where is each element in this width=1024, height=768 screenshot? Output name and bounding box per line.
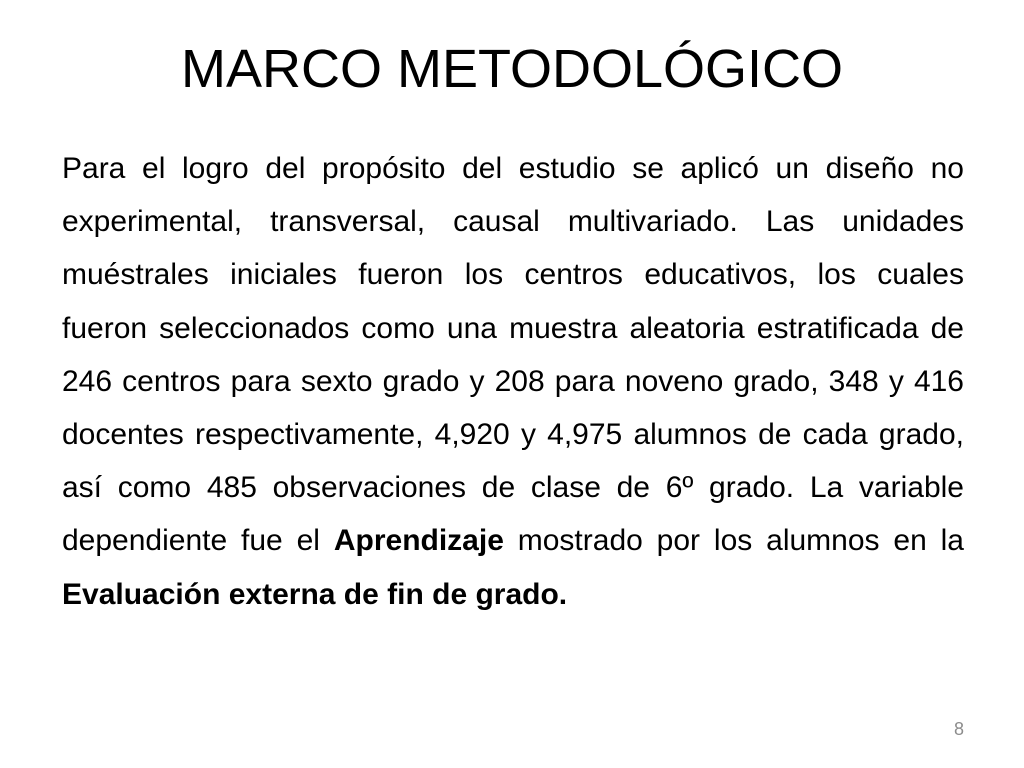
body-paragraph	[62, 142, 964, 621]
body-bold-evaluacion: Evaluación externa de fin de grado.	[62, 577, 568, 611]
page-number: 8	[953, 719, 964, 739]
slide-title: MARCO METODOLÓGICO	[180, 39, 844, 99]
body-text-part-1: Para el logro del propósito del estudio se aplicó un diseño no experimental, transversal, causal multivariado. Las unidades muéstrales iniciales fueron los centros educativos, los cuales fueron seleccionados como una muestra aleatoria estratificada de 246 centros para sexto grado y 208 para noveno grado, 348 y 416 docentes respectivamente, 4,920 y 4,975 alumnos de cada grado, así como 485 observaciones de clase de 6º grado. La variable dependiente fue el	[62, 152, 964, 558]
body-text-part-2: mostrado por los alumnos en la	[503, 524, 964, 558]
body-bold-aprendizaje: Aprendizaje	[333, 524, 504, 558]
